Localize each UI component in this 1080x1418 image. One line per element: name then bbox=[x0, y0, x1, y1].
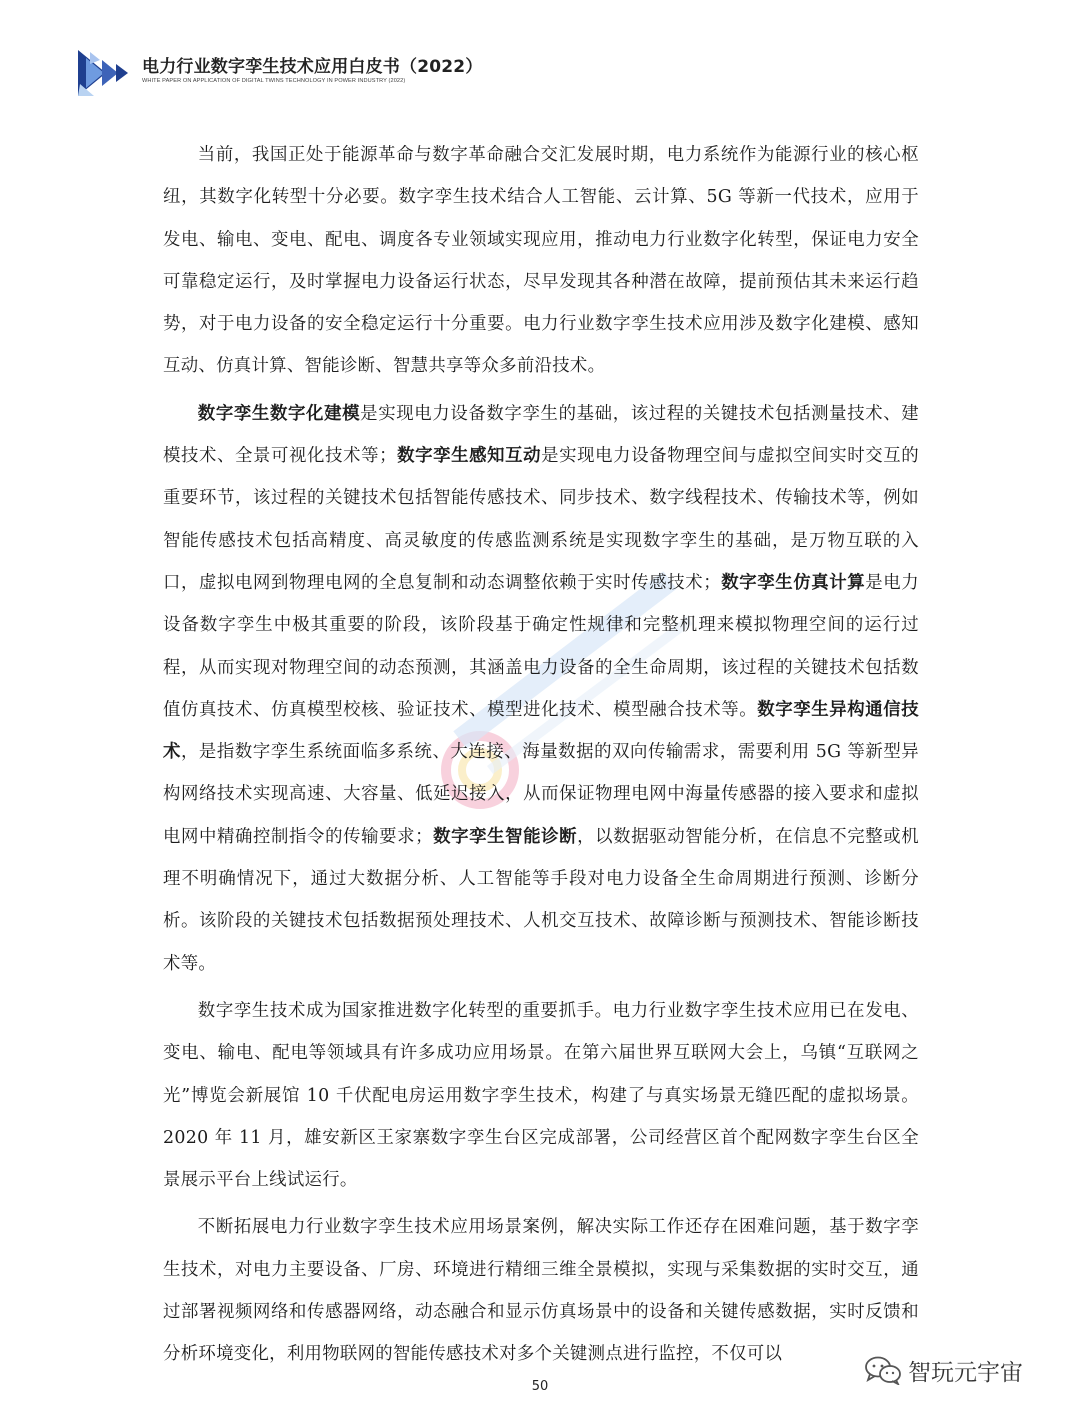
body-text bbox=[163, 134, 919, 1381]
key-term: 数字孪生仿真计算 bbox=[720, 572, 866, 593]
paragraph bbox=[163, 393, 919, 985]
wechat-icon bbox=[864, 1355, 902, 1385]
text-run: 不断拓展电力行业数字孪生技术应用场景案例，解决实际工作还存在困难问题，基于数字孪生技术，对电力主要设备、厂房、环境进行精细三维全景模拟，实现与采集数据的实时交互，通过部署视频网络和传感器网络，动态融合和显示仿真场景中的设备和关键传感数据，实时反馈和分析环境变化，利用物联网的智能传感技术对多个关键测点进行监控，不仅可以 bbox=[163, 1217, 919, 1365]
page-number: 50 bbox=[531, 1379, 549, 1394]
document-subtitle: WHITE PAPER ON APPLICATION OF DIGITAL TWINS TECHNOLOGY IN POWER INDUSTRY (2022) bbox=[142, 78, 406, 84]
paragraph bbox=[163, 134, 919, 388]
account-name: 智玩元宇宙 bbox=[908, 1359, 1023, 1386]
paragraph bbox=[163, 1206, 919, 1375]
key-term: 数字孪生数字化建模 bbox=[197, 403, 361, 424]
key-term: 数字孪生异构通信技术 bbox=[163, 699, 920, 763]
key-term: 数字孪生智能诊断 bbox=[432, 826, 578, 847]
page-header bbox=[76, 44, 596, 100]
account-watermark bbox=[864, 1350, 1023, 1390]
text-run: ，是指数字孪生系统面临多系统、大连接、海量数据的双向传输需求，需要利用 5G 等新型异构网络技术实现高速、大容量、低延迟接入，从而保证物理电网中海量传感器的接入要求和虚拟电网中精确控制指令的传输要求； bbox=[163, 742, 919, 847]
text-run: 当前，我国正处于能源革命与数字革命融合交汇发展时期，电力系统作为能源行业的核心枢纽，其数字化转型十分必要。数字孪生技术结合人工智能、云计算、5G 等新一代技术，应用于发电、输电、变电、配电、调度各专业领域实现应用，推动电力行业数字化转型，保证电力安全可靠稳定运行，及时掌握电力设备运行状态，尽早发现其各种潜在故障，提前预估其未来运行趋势，对于电力设备的安全稳定运行十分重要。电力行业数字孪生技术应用涉及数字化建模、感知互动、仿真计算、智能诊断、智慧共享等众多前沿技术。 bbox=[163, 145, 919, 377]
key-term: 数字孪生感知互动 bbox=[396, 446, 542, 467]
text-run: 是电力设备数字孪生中极其重要的阶段，该阶段基于确定性规律和完整机理来模拟物理空间的运行过程，从而实现对物理空间的动态预测，其涵盖电力设备的全生命周期，该过程的关键技术包括数值仿真技术、仿真模型校核、验证技术、模型进化技术、模型融合技术等。 bbox=[163, 572, 919, 720]
text-run: 是实现电力设备物理空间与虚拟空间实时交互的重要环节，该过程的关键技术包括智能传感技术、同步技术、数字线程技术、传输技术等，例如智能传感技术包括高精度、高灵敏度的传感监测系统是实现数字孪生的基础，是万物互联的入口，虚拟电网到物理电网的全息复制和动态调整依赖于实时传感技术； bbox=[163, 446, 919, 593]
text-run: ，以数据驱动智能分析，在信息不完整或机理不明确情况下，通过大数据分析、人工智能等手段对电力设备全生命周期进行预测、诊断分析。该阶段的关键技术包括数据预处理技术、人机交互技术、故障诊断与预测技术、智能诊断技术等。 bbox=[163, 826, 919, 974]
triangle-logo-icon bbox=[76, 46, 138, 98]
text-run: 数字孪生技术成为国家推进数字化转型的重要抓手。电力行业数字孪生技术应用已在发电、变电、输电、配电等领域具有许多成功应用场景。在第六届世界互联网大会上，乌镇“互联网之光”博览会新展馆 10 千伏配电房运用数字孪生技术，构建了与真实场景无缝匹配的虚拟场景。2020 年 11 月，雄安新区王家寨数字孪生台区完成部署，公司经营区首个配网数字孪生台区全景展示平台上线试运行。 bbox=[163, 1000, 919, 1191]
text-run: 是实现电力设备数字孪生的基础，该过程的关键技术包括测量技术、建模技术、全景可视化技术等； bbox=[163, 403, 920, 467]
document-title: 电力行业数字孪生技术应用白皮书（2022） bbox=[142, 57, 483, 77]
paragraph bbox=[163, 990, 919, 1201]
